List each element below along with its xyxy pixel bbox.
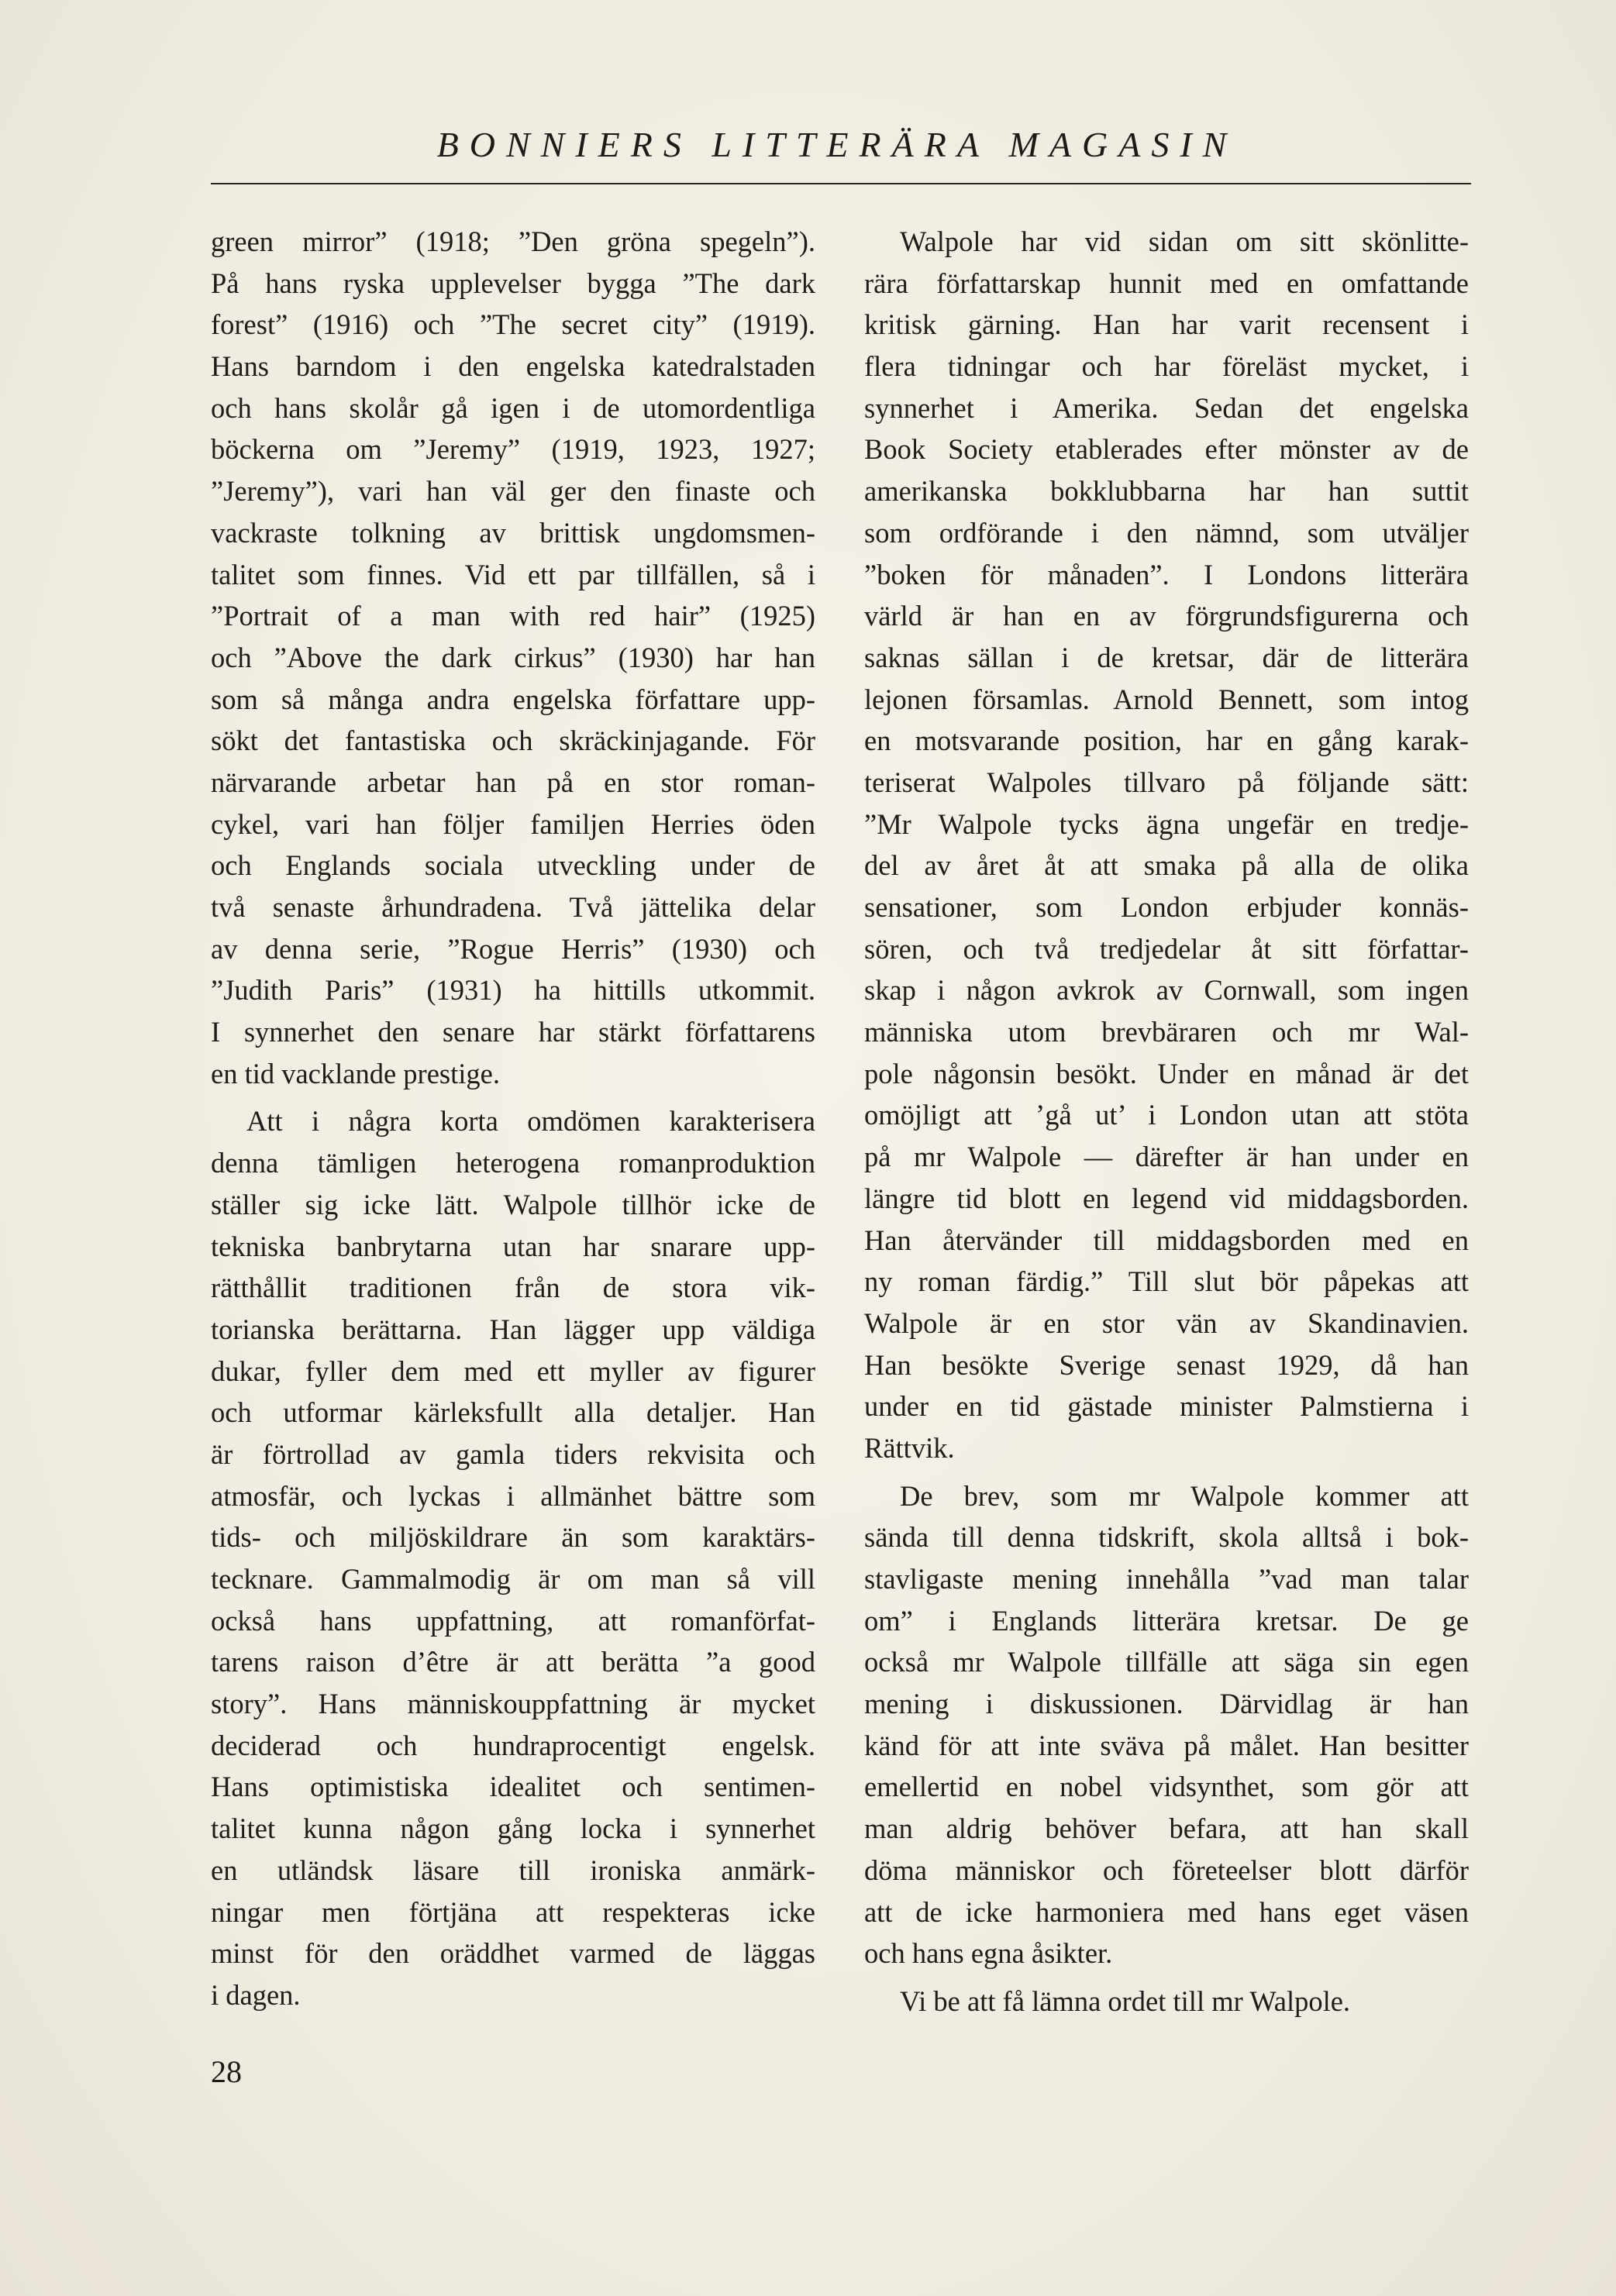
text-line: talitet kunna någon gång locka i synnerhet (211, 1812, 815, 1845)
text-line: Han återvänder till middagsborden med en (864, 1224, 1469, 1256)
text-line: Hans optimistiska idealitet och sentimen- (211, 1771, 815, 1803)
text-line: ställer sig icke lätt. Walpole tillhör icke de (211, 1188, 815, 1220)
paragraph (864, 221, 1469, 1469)
paragraph-gap (864, 1469, 1469, 1475)
text-line: ”Portrait of a man with red hair” (1925) (211, 600, 815, 632)
text-line: döma människor och företeelser blott därför (864, 1854, 1469, 1886)
text-line: en utländsk läsare till ironiska anmärk- (211, 1854, 815, 1886)
text-line: och Englands sociala utveckling under de (211, 849, 815, 882)
text-line: en tid vacklande prestige. (211, 1057, 500, 1089)
text-line: av denna serie, ”Rogue Herris” (1930) och (211, 932, 815, 965)
text-line: Hans barndom i den engelska katedralstaden (211, 350, 815, 383)
text-line: tarens raison d’être är att berätta ”a good (211, 1646, 815, 1678)
text-line: man aldrig behöver befara, att han skall (864, 1812, 1469, 1845)
text-line: tecknare. Gammalmodig är om man så vill (211, 1563, 815, 1595)
text-line: sända till denna tidskrift, skola alltså i bok- (864, 1521, 1469, 1554)
text-line: Han besökte Sverige senast 1929, då han (864, 1348, 1469, 1381)
text-line: Book Society etablerades efter mönster av de (864, 433, 1469, 466)
text-line: synnerhet i Amerika. Sedan det engelska (864, 391, 1469, 424)
text-line: längre tid blott en legend vid middagsborden. (864, 1182, 1469, 1214)
text-line: sensationer, som London erbjuder konnäs- (864, 891, 1469, 923)
text-line: I synnerhet den senare har stärkt författarens (211, 1016, 815, 1048)
text-line: amerikanska bokklubbarna har han suttit (864, 475, 1469, 508)
text-line: som så många andra engelska författare upp- (211, 683, 815, 715)
paragraph (211, 1100, 815, 2015)
text-line: atmosfär, och lyckas i allmänhet bättre som (211, 1479, 815, 1512)
text-line: och utformar kärleksfullt alla detaljer. Han (211, 1396, 815, 1429)
text-line: omöjligt att ’gå ut’ i London utan att stöta (864, 1099, 1469, 1131)
text-line: mening i diskussionen. Därvidlag är han (864, 1688, 1469, 1720)
text-line: två senaste århundradena. Två jättelika delar (211, 891, 815, 923)
text-line: böckerna om ”Jeremy” (1919, 1923, 1927; (211, 433, 815, 466)
header-rule (211, 183, 1471, 184)
text-line: också hans uppfattning, att romanförfat- (211, 1604, 815, 1637)
text-line: talitet som finnes. Vid ett par tillfällen, så i (211, 558, 815, 590)
text-line: De brev, som mr Walpole kommer att (900, 1479, 1469, 1512)
text-line: Rättvik. (864, 1431, 955, 1464)
text-line: i dagen. (211, 1978, 301, 2011)
text-line: och hans skolår gå igen i de utomordentliga (211, 391, 815, 424)
page-number: 28 (211, 2054, 242, 2089)
text-line: Walpole har vid sidan om sitt skönlitte- (900, 225, 1469, 257)
text-line: som ordförande i den nämnd, som utväljer (864, 516, 1469, 549)
text-line: om” i Englands litterära kretsar. De ge (864, 1604, 1469, 1637)
text-line: denna tämligen heterogena romanproduktion (211, 1147, 815, 1179)
text-line: sören, och två tredjedelar åt sitt författar- (864, 932, 1469, 965)
text-line: ny roman färdig.” Till slut bör påpekas att (864, 1265, 1469, 1298)
text-line: är förtrollad av gamla tiders rekvisita och (211, 1437, 815, 1470)
text-line: människa utom brevbäraren och mr Wal- (864, 1016, 1469, 1048)
paragraph (864, 1475, 1469, 1974)
text-line: känd för att inte sväva på målet. Han besitter (864, 1729, 1469, 1761)
text-line: också mr Walpole tillfälle att säga sin egen (864, 1646, 1469, 1678)
text-line: vackraste tolkning av brittisk ungdomsmen- (211, 516, 815, 549)
text-line: tids- och miljöskildrare än som karaktärs- (211, 1521, 815, 1554)
text-line: dukar, fyller dem med ett myller av figurer (211, 1355, 815, 1387)
text-line: På hans ryska upplevelser bygga ”The dark (211, 267, 815, 299)
text-line: Vi be att få lämna ordet till mr Walpole. (900, 1984, 1351, 2017)
paragraph-gap (211, 1094, 815, 1100)
text-line: pole någonsin besökt. Under en månad är det (864, 1057, 1469, 1089)
text-line: saknas sällan i de kretsar, där de litterära (864, 641, 1469, 673)
text-line: under en tid gästade minister Palmstierna i (864, 1390, 1469, 1423)
text-line: deciderad och hundraprocentigt engelsk. (211, 1729, 815, 1761)
text-line: närvarande arbetar han på en stor roman- (211, 766, 815, 798)
text-line: Att i några korta omdömen karakterisera (246, 1105, 815, 1138)
text-line: ”Judith Paris” (1931) ha hittills utkommit. (211, 974, 815, 1007)
text-line: rätthållit traditionen från de stora vik- (211, 1272, 815, 1304)
text-line: på mr Walpole — därefter är han under en (864, 1141, 1469, 1173)
paragraph-gap (864, 1974, 1469, 1981)
text-line: och ”Above the dark cirkus” (1930) har han (211, 641, 815, 673)
text-line: minst för den oräddhet varmed de läggas (211, 1937, 815, 1970)
text-line: story”. Hans människouppfattning är mycket (211, 1688, 815, 1720)
text-line: teriserat Walpoles tillvaro på följande sätt: (864, 766, 1469, 798)
text-line: ”Mr Walpole tycks ägna ungefär en tredje- (864, 807, 1469, 840)
text-line: torianska berättarna. Han lägger upp väldiga (211, 1313, 815, 1345)
text-line: ”boken för månaden”. I Londons litterära (864, 558, 1469, 590)
right-text-column (864, 221, 1469, 2022)
text-line: stavligaste mening innehålla ”vad man talar (864, 1563, 1469, 1595)
text-line: en motsvarande position, har en gång karak- (864, 725, 1469, 757)
text-line: kritisk gärning. Han har varit recensent i (864, 308, 1469, 341)
text-line: rära författarskap hunnit med en omfattande (864, 267, 1469, 299)
text-line: del av året åt att smaka på alla de olika (864, 849, 1469, 882)
text-line: lejonen församlas. Arnold Bennett, som intog (864, 683, 1469, 715)
text-line: skap i någon avkrok av Cornwall, som ingen (864, 974, 1469, 1007)
text-line: ningar men förtjäna att respekteras icke (211, 1895, 815, 1928)
text-line: Walpole är en stor vän av Skandinavien. (864, 1306, 1469, 1339)
paragraph (211, 221, 815, 1094)
text-line: forest” (1916) och ”The secret city” (1919). (211, 308, 815, 341)
left-text-column (211, 221, 815, 2016)
text-line: värld är han en av förgrundsfigurerna och (864, 600, 1469, 632)
text-line: ”Jeremy”), vari han väl ger den finaste och (211, 475, 815, 508)
text-line: att de icke harmoniera med hans eget väsen (864, 1895, 1469, 1928)
text-line: cykel, vari han följer familjen Herries öden (211, 807, 815, 840)
text-line: emellertid en nobel vidsynthet, som gör att (864, 1771, 1469, 1803)
paragraph (864, 1981, 1469, 2022)
running-head: BONNIERS LITTERÄRA MAGASIN (436, 125, 1238, 164)
text-line: flera tidningar och har föreläst mycket, i (864, 350, 1469, 383)
text-line: och hans egna åsikter. (864, 1937, 1113, 1970)
text-line: sökt det fantastiska och skräckinjagande. För (211, 725, 815, 757)
text-line: green mirror” (1918; ”Den gröna spegeln”). (211, 225, 815, 257)
text-line: tekniska banbrytarna utan har snarare upp- (211, 1230, 815, 1262)
